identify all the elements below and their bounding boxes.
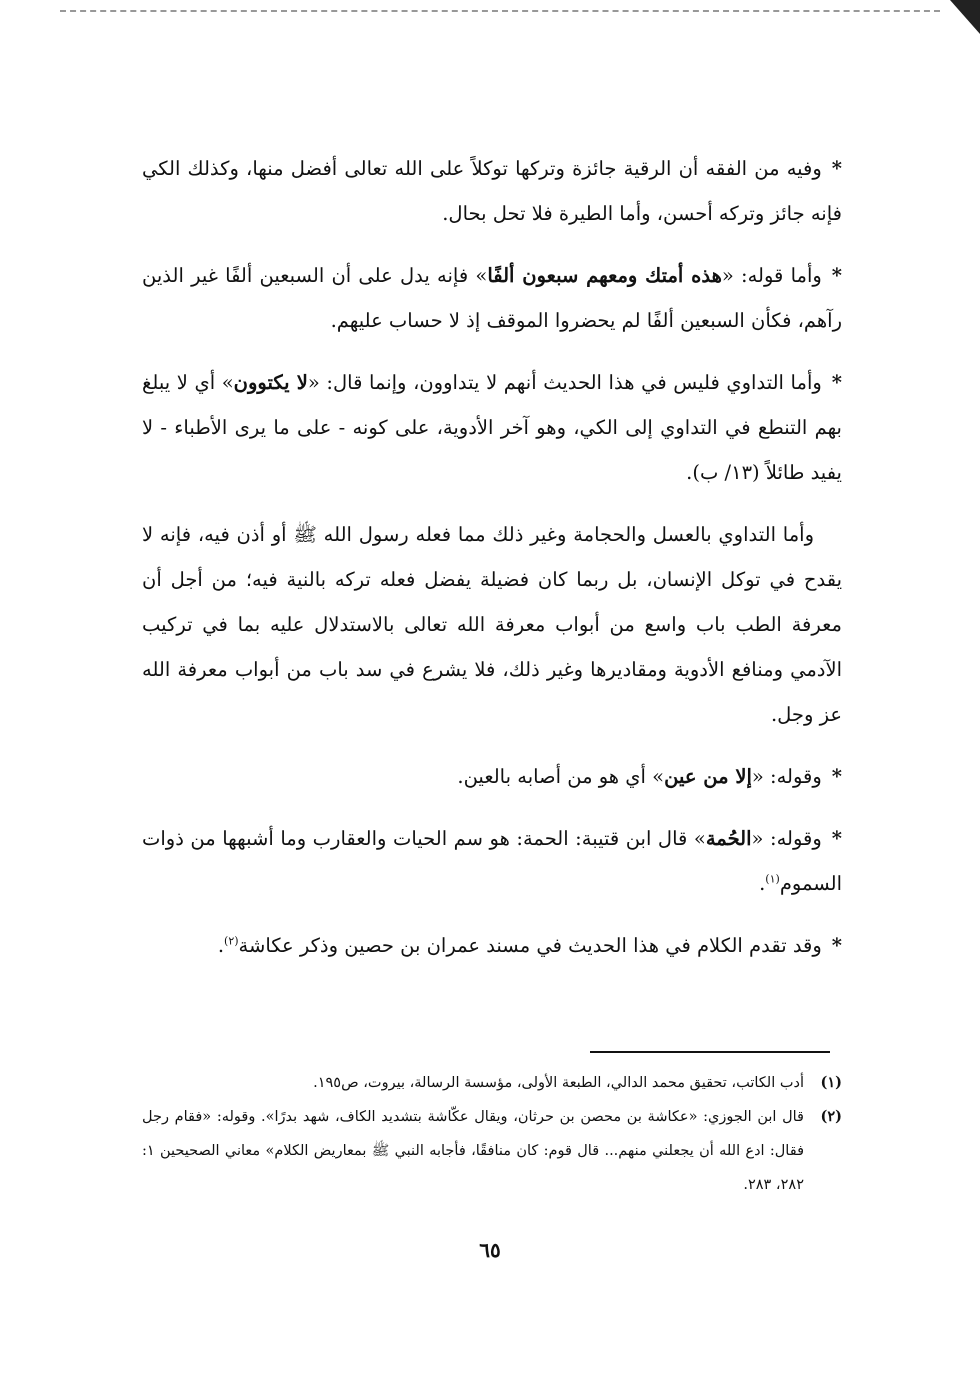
hadith-quote: لا يكتوون — [233, 371, 308, 394]
bullet-star: * — [831, 765, 842, 788]
paragraph-text: وأما التداوي بالعسل والحجامة وغير ذلك مما فعله رسول الله ﷺ أو أذن فيه، فإنه لا يقدح في توكل الإنسان، بل ربما كان فضيلة يفضل فعله تركه بالنية فيه؛ من أجل أن معرفة الطب باب واسع من أبواب معرفة الله تعالى بالاستدلال عليه بما في تركيب الآدمي ومنافع الأدوية ومقاديرها وغير ذلك، فلا يشرع في سد باب من أبواب معرفة الله عز وجل. — [142, 523, 842, 726]
paragraph-6 — [142, 816, 842, 906]
paragraph-1 — [142, 146, 842, 236]
footnote-ref[interactable]: (١) — [765, 872, 780, 886]
main-text — [142, 146, 842, 985]
top-edge-rule — [60, 0, 940, 12]
paragraph-text: وأما التداوي فليس في هذا الحديث أنهم لا يتداوون، وإنما قال: « — [307, 371, 822, 394]
bullet-star: * — [831, 371, 842, 394]
footnote-separator — [590, 1051, 830, 1053]
bullet-star: * — [831, 827, 842, 850]
paragraph-text: » قال ابن قتيبة: الحمة: هو سم الحيات والعقارب وما أشبهها من ذوات السموم — [142, 827, 842, 895]
paragraph-text: » فإنه يدل على أن السبعين ألفًا غير الذين رآهم، فكأن السبعين ألفًا لم يحضروا الموقف إذ لا حساب عليهم. — [142, 264, 842, 332]
paragraph-5 — [142, 754, 842, 799]
paragraph-text: » أي هو من أصابه بالعين. — [457, 765, 665, 788]
paragraph-text: . — [217, 934, 225, 957]
bullet-star: * — [831, 934, 842, 957]
hadith-quote: الحُمة — [705, 827, 752, 850]
footnotes — [142, 1066, 842, 1202]
paragraph-7 — [142, 923, 842, 968]
paragraph-text: وقوله: « — [751, 765, 822, 788]
page-number: ٦٥ — [479, 1238, 501, 1262]
footnote-2 — [142, 1100, 842, 1202]
paragraph-2 — [142, 253, 842, 343]
footnote-text: قال ابن الجوزي: «عكاشة بن محصن بن حرثان، ويقال عكّاشة بتشديد الكاف، شهد بدرًا». وقوله: «فقام رجل فقال: ادع الله أن يجعلني منهم... قال قوم: كان منافقًا، فأجابه النبي ﷺ بمعاريض الكلام» معاني الصحيحين ١: ٢٨٢، ٢٨٣. — [142, 1109, 804, 1193]
paragraph-4 — [142, 512, 842, 737]
paragraph-text: وقوله: « — [751, 827, 822, 850]
hadith-quote: إلا من عين — [664, 765, 752, 788]
footnote-number: (١) — [820, 1074, 842, 1091]
paragraph-text: وقد تقدم الكلام في هذا الحديث في مسند عمران بن حصين وذكر عكاشة — [238, 934, 822, 957]
footnote-number: (٢) — [820, 1108, 842, 1125]
bullet-star: * — [831, 157, 842, 180]
footnote-1 — [142, 1066, 842, 1100]
paragraph-3 — [142, 360, 842, 495]
footnote-text: أدب الكاتب، تحقيق محمد الدالي، الطبعة الأولى، مؤسسة الرسالة، بيروت، ص١٩٥. — [313, 1075, 804, 1091]
paragraph-text: . — [759, 872, 766, 895]
paragraph-text: » أي لا يبلغ بهم التنطع في التداوي إلى الكي، وهو آخر الأدوية، على كونه - على ما يرى الأطباء - لا يفيد طائلاً (١٣/ ب). — [142, 371, 842, 484]
hadith-quote: هذه أمتك ومعهم سبعون ألفًا — [487, 264, 722, 287]
bullet-star: * — [831, 264, 842, 287]
footnote-ref[interactable]: (٢) — [224, 934, 239, 948]
paragraph-text: وفيه من الفقه أن الرقية جائزة وتركها توكلاً على الله تعالى أفضل منها، وكذلك الكي فإنه جائز وتركه أحسن، وأما الطيرة فلا تحل بحال. — [142, 157, 842, 225]
paragraph-text: وأما قوله: « — [721, 264, 822, 287]
corner-mark — [950, 0, 980, 34]
